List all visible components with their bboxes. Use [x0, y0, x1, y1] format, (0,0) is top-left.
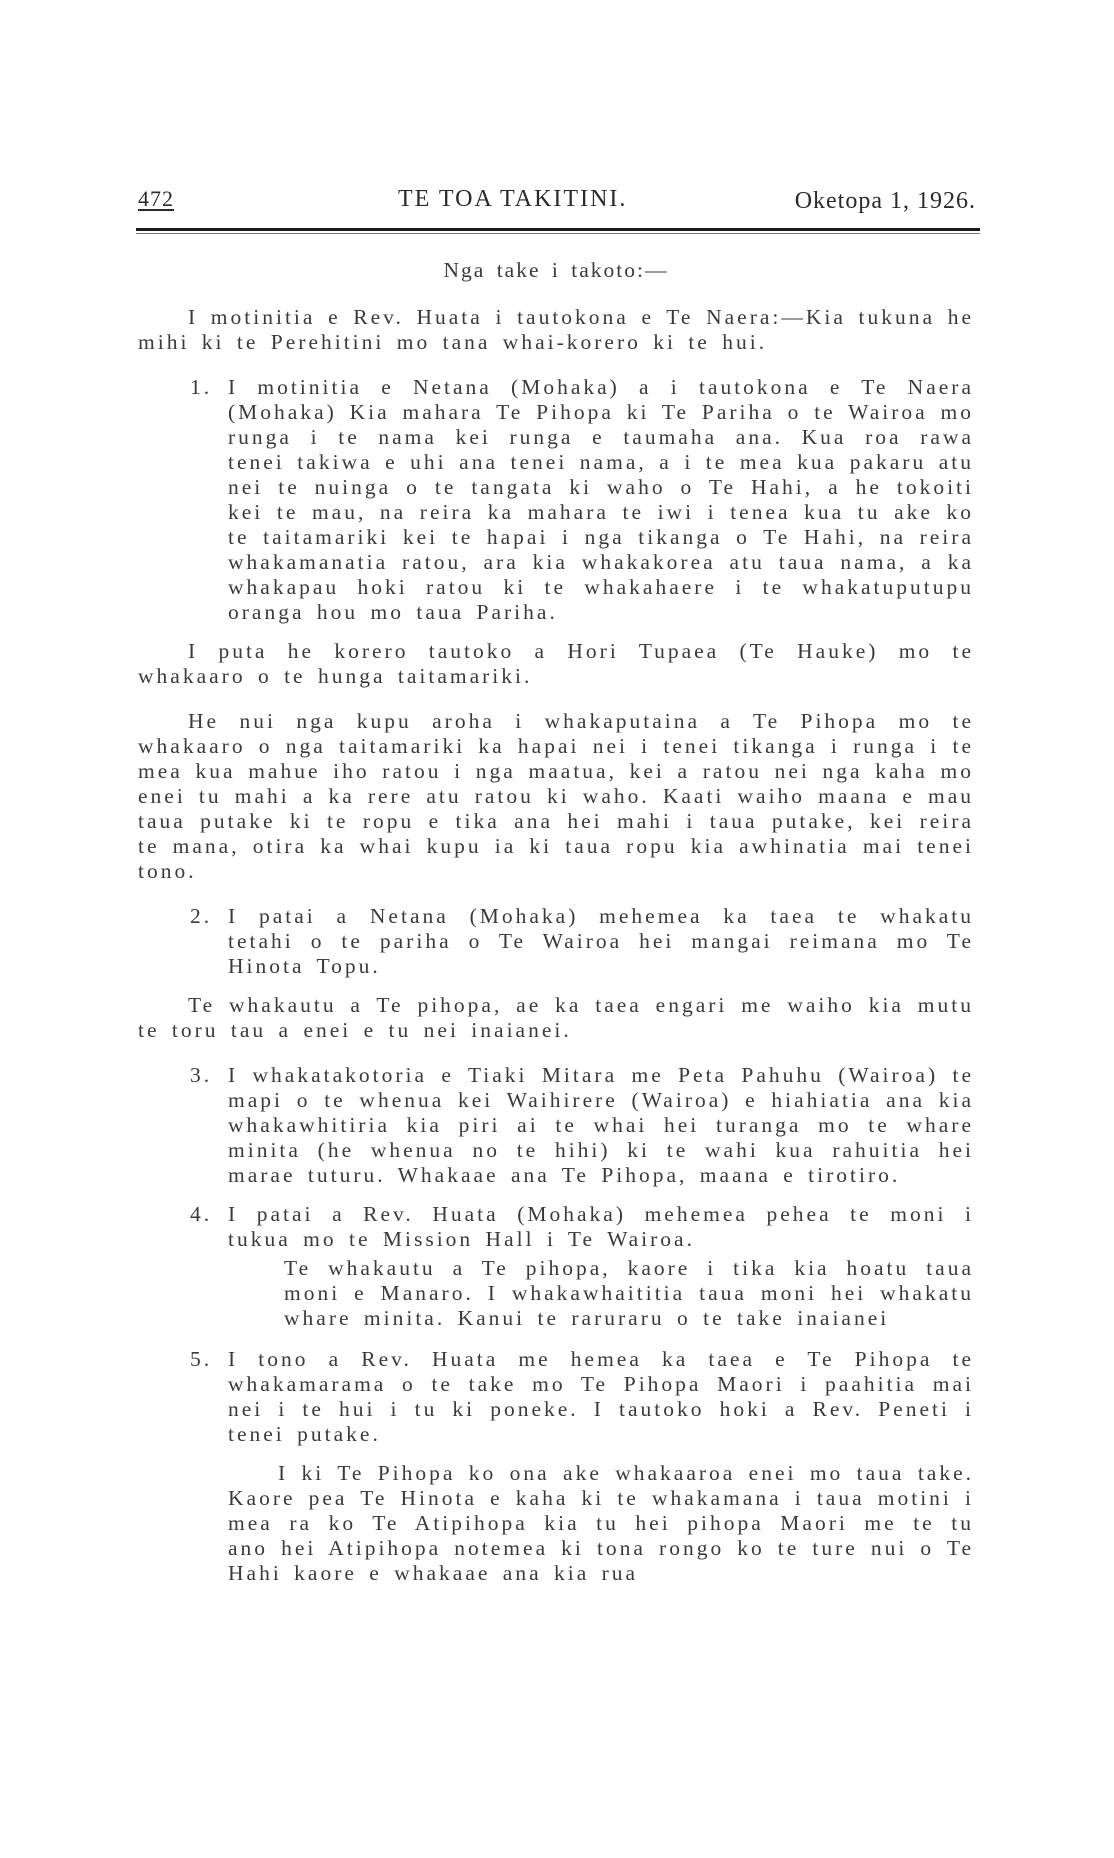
header-rule — [136, 228, 980, 231]
item-1-response: He nui nga kupu aroha i whakaputaina a Te Pihopa mo te whakaaro o nga taitamariki ka hapai nei i tenei tikanga i runga i te mea kua mahue iho ratou i nga maatua, kei a ratou nei nga kaha mo enei tu mahi a ka rere atu ratou ki waho. Kaati waiho maana e mau taua putake ki te ropu e tika ana hei mahi i taua putake, kei reira te mana, otira ka whai kupu ia ki taua ropu kia awhinatia mai tenei tono. — [138, 709, 974, 883]
item-number: 3. — [190, 1063, 213, 1087]
item-number: 5. — [190, 1347, 213, 1371]
agenda-item-4 — [138, 1202, 974, 1252]
page-number: 472 — [138, 186, 174, 211]
intro-paragraph: I motinitia e Rev. Huata i tautokona e Te Naera:—Kia tukuna he mihi ki te Perehitini mo tana whai-korero ki te hui. — [138, 305, 974, 354]
issue-date: Oketopa 1, 1926. — [794, 188, 976, 214]
item-1-followup: I puta he korero tautoko a Hori Tupaea (Te Hauke) mo te whakaaro o te hunga taitamariki. — [138, 639, 974, 688]
item-number: 1. — [190, 375, 213, 399]
section-heading: Nga take i takoto:— — [443, 258, 669, 282]
item-number: 2. — [190, 904, 213, 928]
article-body — [138, 258, 974, 1600]
item-text: I patai a Rev. Huata (Mohaka) mehemea pehea te moni i tukua mo te Mission Hall i Te Wairoa. — [228, 1202, 974, 1251]
page-header — [138, 186, 976, 220]
header-rule-thin — [136, 233, 980, 234]
publication-title: TE TOA TAKITINI. — [398, 186, 628, 212]
agenda-item-1 — [138, 375, 974, 625]
item-2-reply: Te whakautu a Te pihopa, ae ka taea engari me waiho kia mutu te toru tau a enei e tu nei inaianei. — [138, 993, 974, 1042]
item-number: 4. — [190, 1202, 213, 1226]
agenda-item-2 — [138, 904, 974, 979]
item-text: I whakatakotoria e Tiaki Mitara me Peta Pahuhu (Wairoa) te mapi o te whenua kei Waihirere (Wairoa) e hiahiatia ana kia whakawhitiria kia piri ai te whai hei turanga mo te whare minita (he whenua no te hihi) ki te wahi kua rahuitia hei marae tuturu. Whakaae ana Te Pihopa, maana e tirotiro. — [228, 1063, 974, 1187]
item-4-reply: Te whakautu a Te pihopa, kaore i tika kia hoatu taua moni e Manaro. I whakawhaititia taua moni hei whakatu whare minita. Kanui te raruraru o te take inaianei — [284, 1256, 974, 1330]
item-text: I patai a Netana (Mohaka) mehemea ka taea te whakatu tetahi o te pariha o Te Wairoa hei mangai reimana mo Te Hinota Topu. — [228, 904, 974, 978]
item-text: I motinitia e Netana (Mohaka) a i tautokona e Te Naera (Mohaka) Kia mahara Te Pihopa ki Te Pariha o te Wairoa mo runga i te nama kei runga e taumaha ana. Kua roa rawa tenei takiwa e uhi ana tenei nama, a i te mea kua pakaru atu nei te nuinga o te tangata ki waho o Te Hahi, a he tokoiti kei te mau, na reira ka mahara te iwi i tenea kua tu ake ko te taitamariki kei te hapai i nga tikanga o Te Hahi, na reira whakamanatia ratou, ara kia whakakorea atu taua nama, a ka whakapau hoki ratou ki te whakahaere i te whakatuputupu oranga hou mo taua Pariha. — [228, 375, 974, 624]
item-5-reply: I ki Te Pihopa ko ona ake whakaaroa enei mo taua take. Kaore pea Te Hinota e kaha ki te whakamana i taua motini i mea ra ko Te Atipihopa kia tu hei pihopa Maori me te tu ano hei Atipihopa notemea ki tona rongo ko te ture nui o Te Hahi kaore e whakaae ana kia rua — [228, 1461, 974, 1585]
agenda-item-5 — [138, 1347, 974, 1447]
agenda-item-3 — [138, 1063, 974, 1188]
item-text: I tono a Rev. Huata me hemea ka taea e Te Pihopa te whakamarama o te take mo Te Pihopa Maori i paahitia mai nei i te hui i tu ki poneke. I tautoko hoki a Rev. Peneti i tenei putake. — [228, 1347, 974, 1446]
